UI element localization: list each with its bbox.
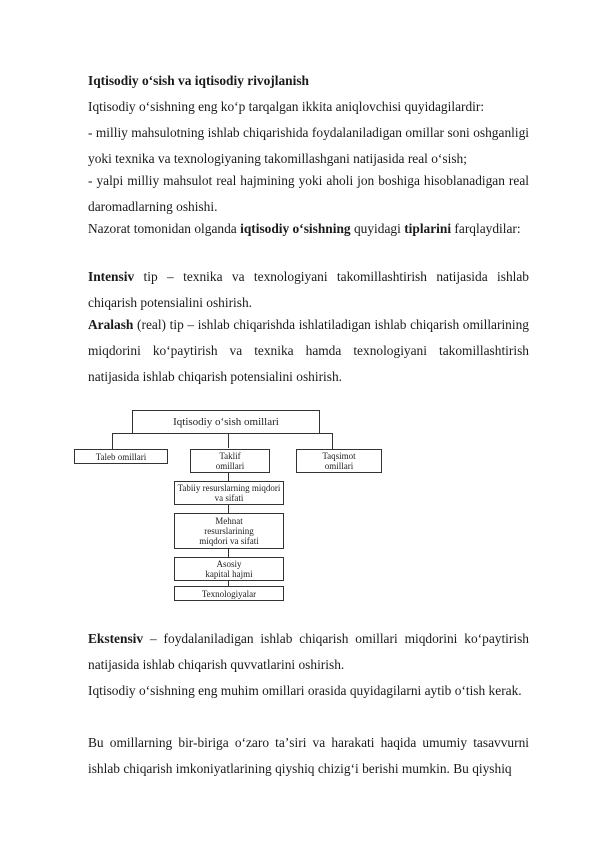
diagram-labor-resources-label: Mehnat resurslarining miqdori va sifati xyxy=(199,516,259,546)
connector-right xyxy=(332,433,333,449)
types-text-a: Nazorat tomonidan olganda xyxy=(88,221,241,236)
paragraph-key-factors xyxy=(88,678,529,704)
types-text-e: farqlaydilar: xyxy=(451,221,521,236)
key-factors-text: Iqtisodiy oʻsishning eng muhim omillari orasida quyidagilarni aytib oʻtish kerak. xyxy=(88,683,522,698)
diagram-technology-box xyxy=(174,586,284,601)
mixed-text: (real) tip – ishlab chiqarishda ishlatiladigan ishlab chiqarish omillarining miqdorini koʻpaytirish va texnika hamda texnologiyani takomillashtirish natijasida ishlab chiqarish potensialini oshirish. xyxy=(88,317,529,384)
heading-text: Iqtisodiy oʻsish va iqtisodiy rivojlanish xyxy=(88,73,310,88)
paragraph-intro-text: Iqtisodiy oʻsishning eng koʻp tarqalgan ikkita aniqlovchisi quyidagilardir: xyxy=(88,99,485,114)
diagram-labor-resources-box xyxy=(174,513,284,549)
intensive-term: Intensiv xyxy=(88,269,135,284)
diagram-distribution-box xyxy=(296,449,382,473)
extensive-term: Ekstensiv xyxy=(88,631,144,646)
diagram-natural-resources-box xyxy=(174,481,284,505)
connector-left-h xyxy=(112,433,132,434)
connector-middle xyxy=(228,434,229,448)
diagram-demand-box xyxy=(74,449,168,464)
diagram-root-label: Iqtisodiy oʻsish omillari xyxy=(173,416,279,428)
connector-right-h xyxy=(320,433,332,434)
paragraph-extensive xyxy=(88,626,529,678)
connector-chain-1 xyxy=(228,473,229,481)
mixed-term: Aralash xyxy=(88,317,134,332)
diagram-capital-box xyxy=(174,557,284,581)
types-text-c: quyidagi xyxy=(350,221,405,236)
diagram-demand-label: Taleb omillari xyxy=(95,451,147,462)
paragraph-bullet-2-text: - yalpi milliy mahsulot real hajmining yoki aholi jon boshiga hisoblanadigan real daromadlarning oshishi. xyxy=(88,173,529,214)
connector-chain-3 xyxy=(228,549,229,557)
diagram-natural-resources-label: Tabiiy resurslarning miqdori va sifati xyxy=(177,483,281,503)
intensive-text: tip – texnika va texnologiyani takomillashtirish natijasida ishlab chiqarish potensialini oshirish. xyxy=(88,269,529,310)
diagram-supply-label: Taklif omillari xyxy=(215,451,245,471)
connector-chain-2 xyxy=(228,505,229,513)
diagram-root-box xyxy=(132,410,320,434)
diagram-technology-label: Texnologiyalar xyxy=(201,588,257,599)
connector-left xyxy=(112,433,113,449)
diagram-supply-box xyxy=(190,449,270,473)
paragraph-interaction xyxy=(88,730,529,782)
diagram-capital-label: Asosiy kapital hajmi xyxy=(205,559,253,579)
paragraph-bullet-1-text: - milliy mahsulotning ishlab chiqarishida foydalaniladigan omillar soni oshganligi yoki texnika va texnologiyaning takomillashgani natijasida real oʻsish; xyxy=(88,125,529,166)
types-term-growth: iqtisodiy oʻsishning xyxy=(240,221,351,236)
diagram-distribution-label: Taqsimot omillari xyxy=(322,451,356,471)
types-term-types: tiplarini xyxy=(404,221,452,236)
interaction-text: Bu omillarning bir-biriga oʻzaro taʼsiri va harakati haqida umumiy tasavvurni ishlab chiqarish imkoniyatlarining qiyshiq chizigʻi berishi mumkin. Bu qiyshiq xyxy=(88,735,529,776)
extensive-text: – foydalaniladigan ishlab chiqarish omillari miqdorini koʻpaytirish natijasida ishlab chiqarish quvvatlarini oshirish. xyxy=(88,631,529,672)
